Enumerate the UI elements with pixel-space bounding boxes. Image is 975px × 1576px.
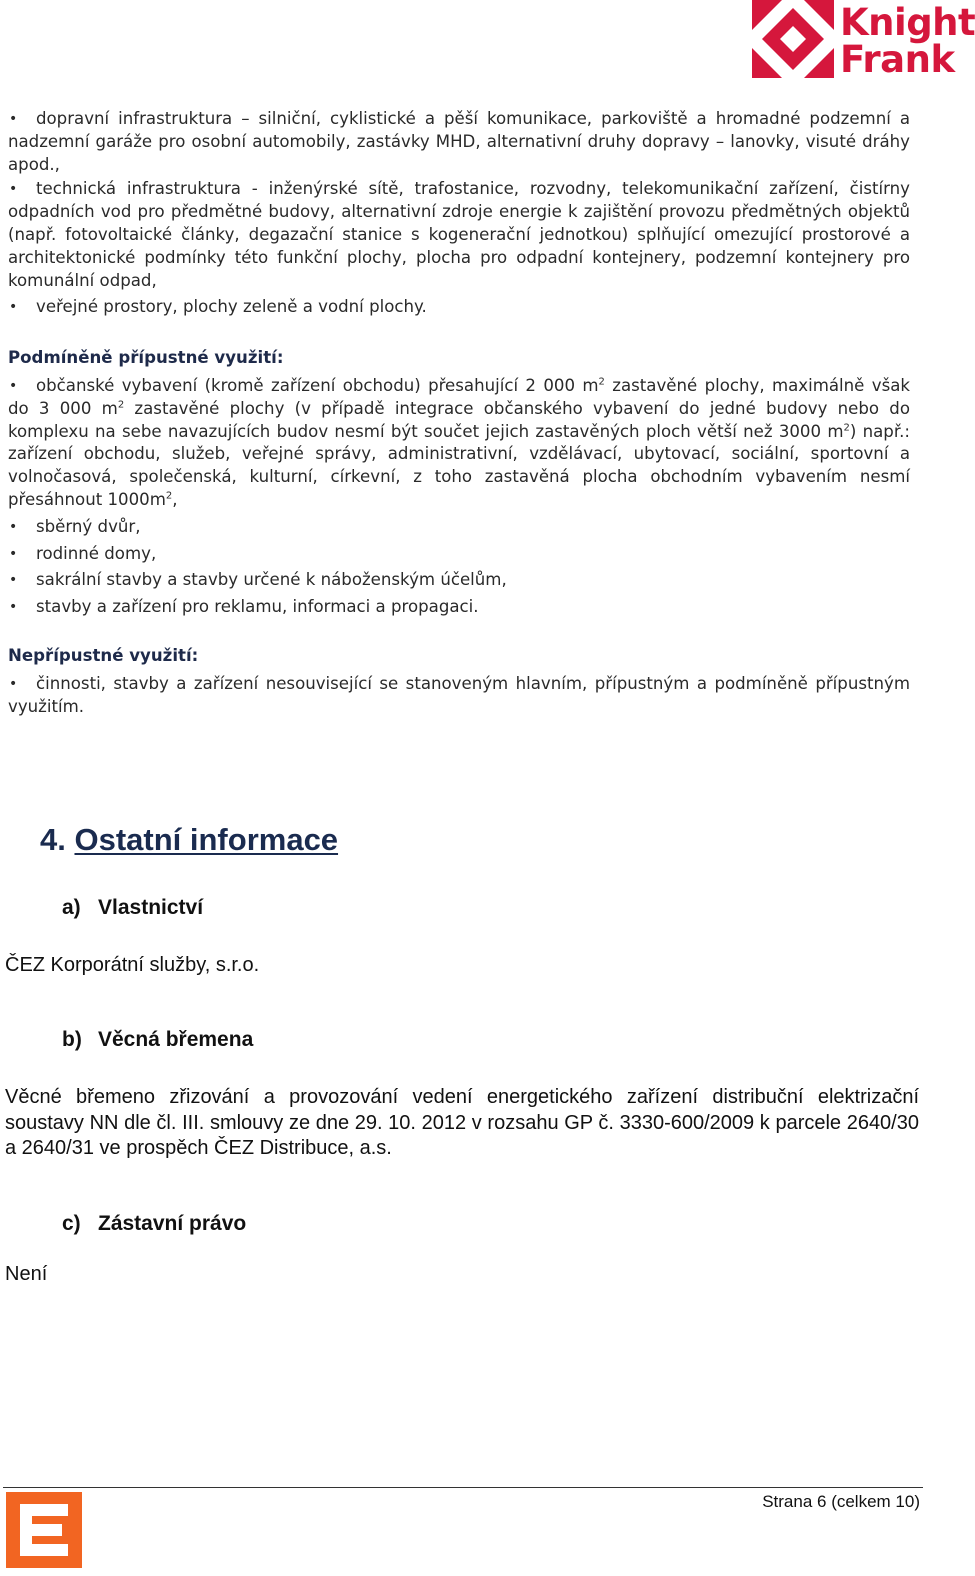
superscript: 2 — [843, 422, 850, 434]
bullet: • — [9, 545, 18, 562]
page-number: Strana 6 (celkem 10) — [762, 1492, 920, 1511]
easements-text: Věcné břemeno zřizování a provozování vedení energetického zařízení distribuční elektrizační soustavy NN dle čl. III. smlouvy ze dne 29. 10. 2012 v rozsahu GP č. 3330-600/2009 k parcele 2640/30 a 2640/31 ve prospěch ČEZ Distribuce, a.s. — [5, 1086, 919, 1159]
bullet-text: občanské vybavení (kromě zařízení obchodu) přesahující 2 000 m — [36, 375, 599, 395]
list-item — [8, 569, 910, 592]
forbidden-use-heading: Nepřípustné využití: — [8, 645, 199, 665]
subsection-easements — [62, 1028, 253, 1052]
bullet: • — [9, 181, 18, 198]
bullet: • — [9, 675, 18, 692]
list-item — [8, 108, 910, 176]
bullet-text: sakrální stavby a stavby určené k náboženským účelům, — [36, 570, 507, 590]
footer-divider — [3, 1487, 923, 1488]
bullet: • — [9, 299, 18, 316]
list-item — [8, 178, 910, 292]
lien-text: Není — [5, 1263, 48, 1285]
bullet: • — [9, 518, 18, 535]
subsection-label: b) — [62, 1028, 82, 1051]
list-item — [8, 673, 910, 719]
bullet: • — [9, 111, 18, 127]
knight-frank-logo — [752, 0, 975, 81]
knight-frank-emblem-icon — [752, 0, 836, 80]
bullet-text: rodinné domy, — [36, 543, 157, 563]
subsection-label: c) — [62, 1212, 81, 1235]
subsection-title: Zástavní právo — [98, 1212, 247, 1235]
list-item — [8, 596, 910, 619]
logo-word-knight: Knight — [840, 1, 975, 44]
bullet: • — [9, 599, 18, 616]
list-item — [8, 516, 910, 539]
superscript: 2 — [598, 376, 605, 388]
subsection-label: a) — [62, 896, 81, 919]
subsection-ownership — [62, 896, 203, 920]
bullet-text: ) např.: zařízení obchodu, služeb, veřejné správy, administrativní, vzdělávací, ubytovací, sociální, sportovní a volnočasová, společenská, kulturní, církevní, z toho zastavěná plocha obchodním vybavením nesmí přesáhnout 1000m — [8, 421, 910, 509]
list-item — [8, 543, 910, 566]
bullet: • — [9, 377, 18, 394]
conditional-use-heading: Podmíněně přípustné využití: — [8, 348, 284, 368]
list-item — [8, 296, 910, 319]
subsection-title: Vlastnictví — [98, 896, 204, 919]
subsection-lien — [62, 1212, 246, 1236]
bullet-text: veřejné prostory, plochy zeleně a vodní plochy. — [36, 297, 427, 317]
bullet-text: sběrný dvůr, — [36, 516, 141, 536]
bullet-text: zastavěné plochy, maximálně však do 3 000 m — [8, 375, 910, 418]
bullet-text: stavby a zařízení pro reklamu, informaci a propagaci. — [36, 597, 479, 617]
list-item — [8, 375, 910, 512]
ownership-text: ČEZ Korporátní služby, s.r.o. — [5, 954, 260, 976]
superscript: 2 — [165, 490, 173, 502]
bullet-text: , — [172, 489, 178, 509]
section-title — [40, 822, 338, 858]
bullet: • — [9, 572, 18, 589]
section-title-text: Ostatní informace — [74, 822, 339, 857]
bullet-text: činnosti, stavby a zařízení nesouvisející se stanoveným hlavním, přípustným a podmíněně přípustným využitím. — [8, 673, 910, 716]
logo-word-frank: Frank — [840, 38, 955, 81]
bullet-text: dopravní infrastruktura – silniční, cyklistické a pěší komunikace, parkoviště a hromadné podzemní a nadzemní garáže pro osobní automobily, zastávky MHD, alternativní druhy dopravy – lanovky, visuté dráhy apod., — [8, 109, 910, 174]
subsection-title: Věcná břemena — [98, 1028, 254, 1051]
zoning-excerpt — [8, 108, 910, 718]
section-number: 4. — [40, 822, 66, 857]
bullet-text: zastavěné plochy (v případě integrace občanského vybavení do jedné budovy nebo do komplexu na sebe navazujících budov nesmí být součet jejich zastavěných ploch větší než 3000 m — [8, 398, 910, 441]
bullet-text: technická infrastruktura - inženýrské sítě, trafostanice, rozvodny, telekomunikační zařízení, čistírny odpadních vod pro předmětné budovy, alternativní zdroje energie k zajištění provozu předmětných objektů (např. fotovoltaické články, degazační stanice s kogenerační jednotkou) splňující omezující prostorové a architektonické podmínky této funkční plochy, plocha pro odpadní kontejnery, podzemní kontejnery pro komunální odpad, — [8, 179, 910, 290]
superscript: 2 — [117, 399, 125, 411]
cez-logo-icon — [6, 1492, 82, 1568]
